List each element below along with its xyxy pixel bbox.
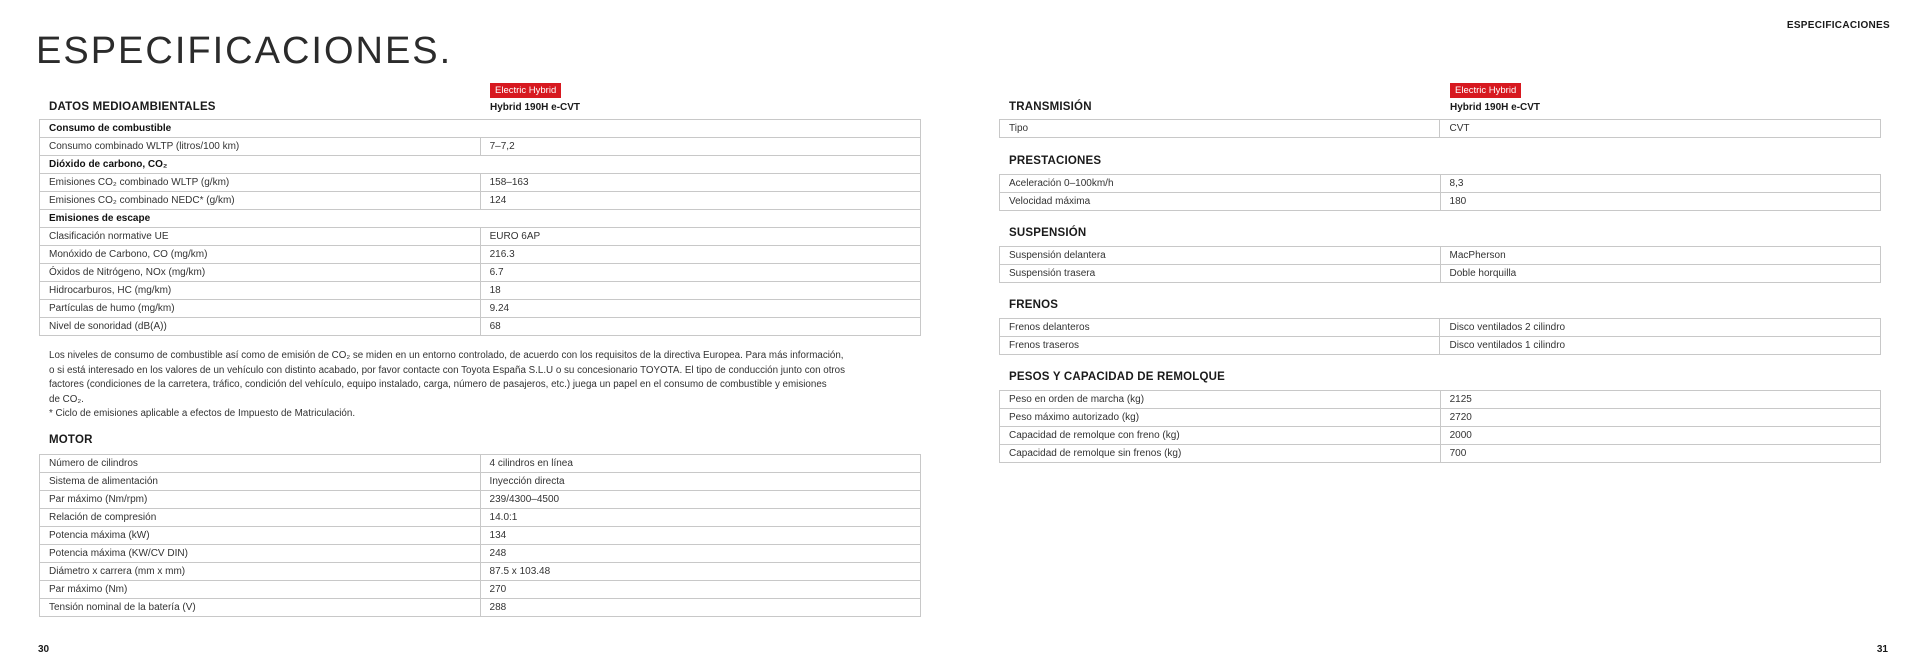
- page-number-right: 31: [1876, 644, 1888, 655]
- table-row: [40, 246, 921, 264]
- spec-label: Frenos traseros: [1000, 337, 1440, 355]
- table-row: [1000, 337, 1881, 355]
- spec-label: Velocidad máxima: [1000, 193, 1441, 211]
- table-row: [40, 264, 921, 282]
- table-row: [1000, 247, 1881, 265]
- spec-value: Disco ventilados 2 cilindro: [1440, 319, 1881, 337]
- spec-label: Clasificación normative UE: [40, 228, 481, 246]
- spec-value: 7–7,2: [480, 138, 920, 156]
- spec-value: 9.24: [480, 300, 920, 318]
- electric-hybrid-badge: Electric Hybrid: [1450, 83, 1521, 98]
- table-row: [40, 509, 921, 527]
- spec-value: 270: [480, 581, 920, 599]
- table-subheader-row: [40, 210, 921, 228]
- running-head: ESPECIFICACIONES: [1786, 20, 1890, 31]
- section-title-transmission: TRANSMISIÓN: [1009, 101, 1092, 113]
- table-row: [40, 228, 921, 246]
- table-subheader-row: [40, 120, 921, 138]
- spec-value: MacPherson: [1440, 247, 1880, 265]
- transmission-table: [999, 119, 1881, 138]
- spec-label: Capacidad de remolque sin frenos (kg): [1000, 445, 1441, 463]
- spec-value: 700: [1440, 445, 1880, 463]
- spec-value: Disco ventilados 1 cilindro: [1440, 337, 1881, 355]
- environmental-table: [39, 119, 921, 336]
- spec-label: Emisiones CO₂ combinado WLTP (g/km): [40, 174, 481, 192]
- table-row: [40, 491, 921, 509]
- notes-line: factores (condiciones de la carretera, tráfico, condición del vehículo, equipo instalado, carga, número de pasajeros, etc.) juega un papel en el consumo de combustible y emisiones: [49, 379, 827, 391]
- subheader-label: Consumo de combustible: [40, 120, 921, 138]
- section-title-suspension: SUSPENSIÓN: [1009, 227, 1087, 239]
- spec-label: Aceleración 0–100km/h: [1000, 175, 1441, 193]
- table-row: [40, 581, 921, 599]
- table-row: [40, 138, 921, 156]
- suspension-table: [999, 246, 1881, 283]
- spec-value: 216.3: [480, 246, 920, 264]
- section-title-environmental: DATOS MEDIOAMBIENTALES: [49, 101, 216, 113]
- spec-label: Monóxido de Carbono, CO (mg/km): [40, 246, 481, 264]
- spec-label: Óxidos de Nitrógeno, NOx (mg/km): [40, 264, 481, 282]
- spec-value: 2000: [1440, 427, 1880, 445]
- table-row: [40, 318, 921, 336]
- spec-value: Doble horquilla: [1440, 265, 1880, 283]
- spec-label: Suspensión trasera: [1000, 265, 1441, 283]
- table-row: [40, 174, 921, 192]
- spec-value: 18: [480, 282, 920, 300]
- spec-label: Emisiones CO₂ combinado NEDC* (g/km): [40, 192, 481, 210]
- spec-label: Suspensión delantera: [1000, 247, 1441, 265]
- spec-label: Partículas de humo (mg/km): [40, 300, 481, 318]
- spec-label: Par máximo (Nm/rpm): [40, 491, 481, 509]
- spec-label: Tipo: [1000, 120, 1440, 138]
- page-number-left: 30: [38, 644, 50, 655]
- spec-label: Peso en orden de marcha (kg): [1000, 391, 1441, 409]
- spec-value: 124: [480, 192, 920, 210]
- spec-label: Diámetro x carrera (mm x mm): [40, 563, 481, 581]
- performance-table: [999, 174, 1881, 211]
- spec-value: 158–163: [480, 174, 920, 192]
- table-row: [40, 455, 921, 473]
- spec-label: Potencia máxima (kW): [40, 527, 481, 545]
- spec-value: 2125: [1440, 391, 1880, 409]
- table-row: [1000, 193, 1881, 211]
- version-column-header: Hybrid 190H e-CVT: [490, 102, 581, 113]
- spec-label: Capacidad de remolque con freno (kg): [1000, 427, 1441, 445]
- weights-table: [999, 390, 1881, 463]
- notes-line: o si está interesado en los valores de un vehículo con distinto acabado, por favor contacte con Toyota España S.L.U o su concesionario TOYOTA. El tipo de conducción junto con otros: [49, 364, 846, 376]
- spec-label: Consumo combinado WLTP (litros/100 km): [40, 138, 481, 156]
- table-row: [1000, 319, 1881, 337]
- electric-hybrid-badge: Electric Hybrid: [490, 83, 561, 98]
- spec-value: 134: [480, 527, 920, 545]
- table-row: [1000, 445, 1881, 463]
- spec-value: CVT: [1440, 120, 1881, 138]
- table-row: [40, 545, 921, 563]
- spec-label: Sistema de alimentación: [40, 473, 481, 491]
- table-row: [1000, 427, 1881, 445]
- section-title-motor: MOTOR: [49, 434, 93, 446]
- section-title-performance: PRESTACIONES: [1009, 155, 1102, 167]
- spec-label: Relación de compresión: [40, 509, 481, 527]
- spec-label: Potencia máxima (KW/CV DIN): [40, 545, 481, 563]
- spec-value: 68: [480, 318, 920, 336]
- brakes-table: [999, 318, 1881, 355]
- table-row: [40, 527, 921, 545]
- table-row: [1000, 120, 1881, 138]
- table-row: [40, 282, 921, 300]
- spec-label: Hidrocarburos, HC (mg/km): [40, 282, 481, 300]
- table-row: [40, 473, 921, 491]
- footnote: * Ciclo de emisiones aplicable a efectos de Impuesto de Matriculación.: [49, 408, 356, 419]
- version-column-header: Hybrid 190H e-CVT: [1450, 102, 1541, 113]
- spec-label: Número de cilindros: [40, 455, 481, 473]
- notes-line: de CO₂.: [49, 393, 84, 405]
- spec-value: 239/4300–4500: [480, 491, 920, 509]
- table-row: [1000, 265, 1881, 283]
- table-subheader-row: [40, 156, 921, 174]
- spec-label: Peso máximo autorizado (kg): [1000, 409, 1441, 427]
- spec-label: Frenos delanteros: [1000, 319, 1440, 337]
- subheader-label: Dióxido de carbono, CO₂: [40, 156, 921, 174]
- table-row: [40, 192, 921, 210]
- spec-value: Inyección directa: [480, 473, 920, 491]
- section-title-weights: PESOS Y CAPACIDAD DE REMOLQUE: [1009, 371, 1226, 383]
- table-row: [40, 599, 921, 617]
- spec-value: 288: [480, 599, 920, 617]
- section-title-brakes: FRENOS: [1009, 299, 1059, 311]
- spec-label: Tensión nominal de la batería (V): [40, 599, 481, 617]
- spec-value: 4 cilindros en línea: [480, 455, 920, 473]
- spec-label: Nivel de sonoridad (dB(A)): [40, 318, 481, 336]
- spec-value: 8,3: [1440, 175, 1880, 193]
- table-row: [40, 563, 921, 581]
- spec-value: 14.0:1: [480, 509, 920, 527]
- table-row: [1000, 409, 1881, 427]
- notes-line: Los niveles de consumo de combustible así como de emisión de CO₂ se miden en un entorno controlado, de acuerdo con los requisitos de la directiva Europea. Para más información,: [49, 350, 844, 361]
- spec-value: EURO 6AP: [480, 228, 920, 246]
- spec-value: 6.7: [480, 264, 920, 282]
- motor-table: [39, 454, 921, 617]
- spec-value: 87.5 x 103.48: [480, 563, 920, 581]
- table-row: [1000, 391, 1881, 409]
- subheader-label: Emisiones de escape: [40, 210, 921, 228]
- spec-value: 180: [1440, 193, 1880, 211]
- emissions-notes: [49, 349, 909, 407]
- spec-label: Par máximo (Nm): [40, 581, 481, 599]
- page-title: ESPECIFICACIONES.: [36, 30, 453, 72]
- spec-value: 248: [480, 545, 920, 563]
- table-row: [1000, 175, 1881, 193]
- table-row: [40, 300, 921, 318]
- spec-value: 2720: [1440, 409, 1880, 427]
